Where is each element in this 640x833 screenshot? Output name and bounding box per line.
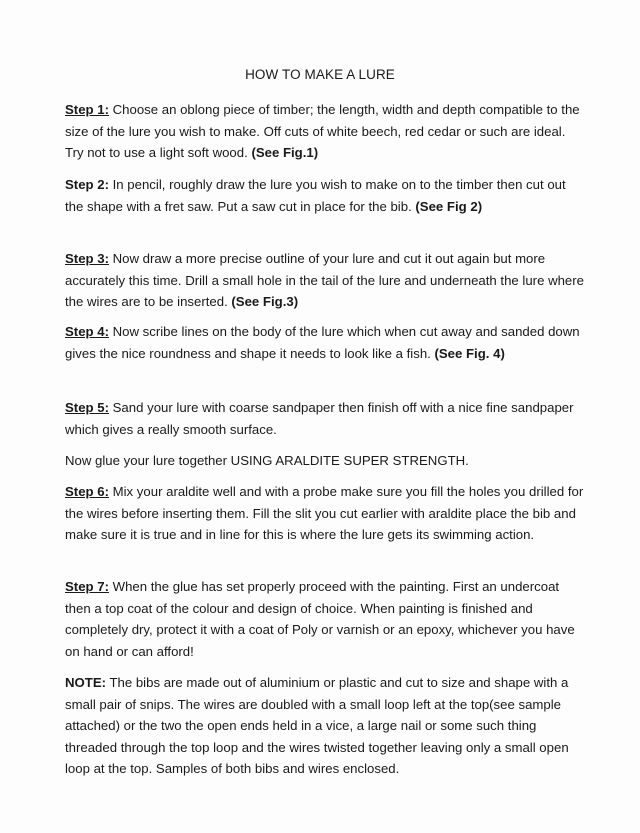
step-3-figure-ref: (See Fig.3) <box>231 294 299 309</box>
step-4-figure-ref: (See Fig. 4) <box>434 345 505 361</box>
note-paragraph <box>65 672 585 780</box>
step-6-paragraph <box>65 481 585 546</box>
note-text: The bibs are made out of aluminium or plastic and cut to size and shape with a small pair of snips. The wires are doubled with a small loop left at the top(see sample attached) or the two the open ends held in a vice, a large nail or some such thing threaded through the top loop and the wires twisted together leaving only a small open loop at the top. Samples of both bibs and wires enclosed. <box>65 675 569 776</box>
step-6-label: Step 6: <box>65 484 109 499</box>
step-7-text: When the glue has set properly proceed with the painting. First an undercoat then a top coat of the colour and design of choice. When painting is finished and completely dry, protect it with a coat of Poly or varnish or an epoxy, whichever you have on hand or can afford! <box>65 579 575 659</box>
step-2-paragraph <box>65 174 585 217</box>
step-2-text: In pencil, roughly draw the lure you wish to make on to the timber then cut out the shape with a fret saw. Put a saw cut in place for the bib. <box>65 177 566 214</box>
step-2-figure-ref: (See Fig 2) <box>415 198 483 214</box>
step-1-paragraph <box>65 99 585 164</box>
step-3-text: Now draw a more precise outline of your lure and cut it out again but more accurately this time. Drill a small hole in the tail of the lure and underneath the lure where the wires are to be inserted. <box>65 251 584 309</box>
step-3-paragraph <box>65 248 585 313</box>
step-5-paragraph <box>65 397 585 440</box>
glue-instruction: Now glue your lure together USING ARALDITE SUPER STRENGTH. <box>65 453 469 468</box>
step-4-text: Now scribe lines on the body of the lure which when cut away and sanded down gives the nice roundness and shape it needs to look like a fish. <box>65 324 580 361</box>
step-1-figure-ref: (See Fig.1) <box>251 145 319 160</box>
step-1-label: Step 1: <box>65 102 109 117</box>
step-4-paragraph <box>65 321 585 364</box>
step-5-text: Sand your lure with coarse sandpaper then finish off with a nice fine sandpaper which gives a really smooth surface. <box>65 400 574 437</box>
document-title: HOW TO MAKE A LURE <box>245 67 395 82</box>
note-label: NOTE: <box>65 675 107 690</box>
step-7-label: Step 7: <box>65 579 109 594</box>
step-4-label: Step 4: <box>65 324 109 339</box>
step-3-label: Step 3: <box>65 251 109 266</box>
step-5-label: Step 5: <box>65 400 109 415</box>
step-6-text: Mix your araldite well and with a probe make sure you fill the holes you drilled for the wires before inserting them. Fill the slit you cut earlier with araldite place the bib and make sure it is true and in line for this is where the lure gets its swimming action. <box>65 484 584 542</box>
step-1-text: Choose an oblong piece of timber; the length, width and depth compatible to the size of the lure you wish to make. Off cuts of white beech, red cedar or such are ideal. Try not to use a light soft wood. <box>65 102 580 160</box>
step-7-paragraph <box>65 576 585 662</box>
step-2-label: Step 2: <box>65 177 109 192</box>
